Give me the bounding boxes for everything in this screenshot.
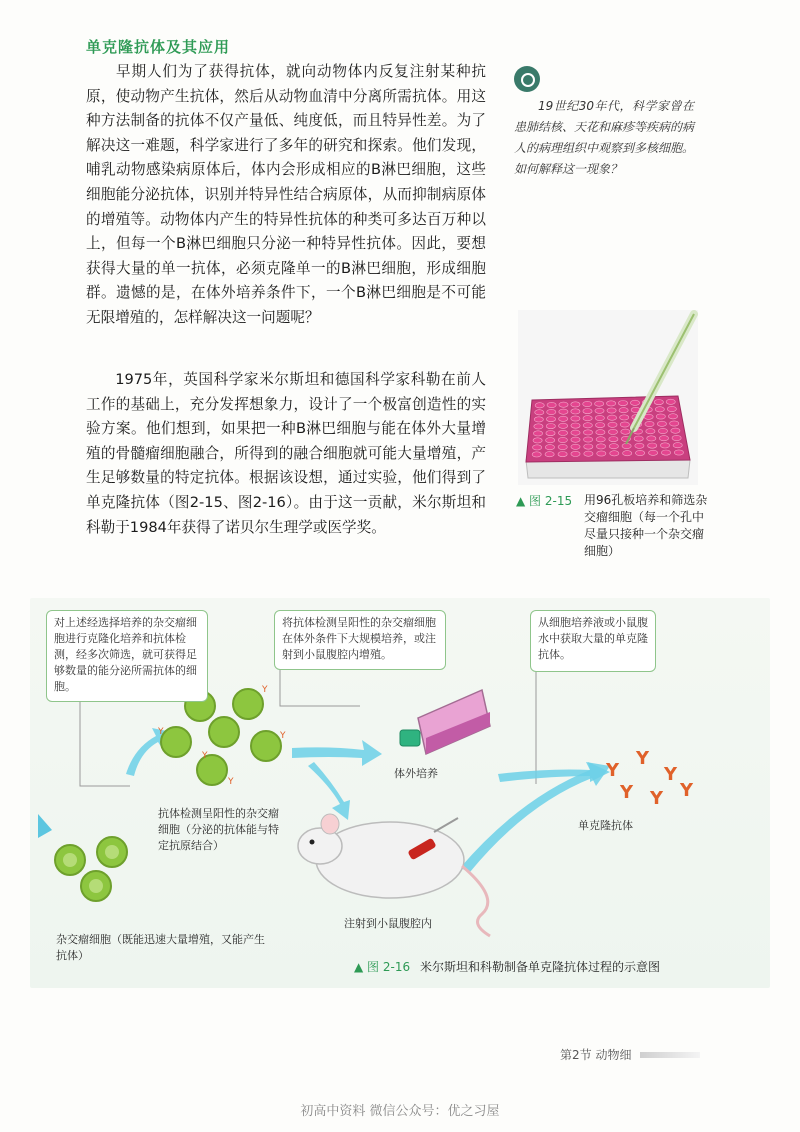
plate-well: [596, 423, 605, 428]
plate-well: [546, 417, 555, 422]
plate-well: [673, 443, 682, 448]
plate-well: [667, 406, 676, 411]
plate-well: [644, 414, 653, 419]
plate-well: [558, 430, 567, 435]
positive-cell: [209, 717, 239, 747]
plate-well: [559, 423, 568, 428]
antibody-glyph: Y: [650, 788, 664, 809]
plate-well: [609, 437, 618, 442]
plate-well: [571, 444, 580, 449]
plate-well: [533, 445, 542, 450]
plate-well: [583, 423, 592, 428]
plate-well: [559, 416, 568, 421]
plate-well: [610, 451, 619, 456]
plate-well: [546, 431, 555, 436]
antibody-glyph: Y: [606, 760, 620, 781]
plate-well: [597, 451, 606, 456]
antibody-glyph: Y: [620, 782, 634, 803]
plate-well: [660, 443, 669, 448]
plate-well: [535, 403, 544, 408]
monoclonal-antibodies: [605, 748, 694, 809]
plate-well: [620, 415, 629, 420]
plate-well: [583, 430, 592, 435]
footer-bar: [640, 1052, 700, 1058]
callout-cloning-screening: 对上述经选择培养的杂交瘤细胞进行克隆化培养和抗体检测，经多次筛选，就可获得足够数量的能分泌所需抗体的细胞。: [46, 610, 208, 702]
plate-well: [534, 424, 543, 429]
figure-2-16-number: ▲ 图 2-16: [354, 960, 411, 974]
antibody-marker: Y: [158, 727, 164, 737]
figure-2-16: [30, 598, 770, 988]
margin-note: [514, 96, 694, 180]
incoming-arrow: [38, 814, 52, 838]
plate-well: [671, 428, 680, 433]
antibody-marker: Y: [262, 685, 268, 695]
callout-large-scale-culture: 将抗体检测呈阳性的杂交瘤细胞在体外条件下大规模培养，或注射到小鼠腹腔内增殖。: [274, 610, 446, 670]
plate-well: [661, 450, 670, 455]
plate-well: [535, 410, 544, 415]
positive-cell: [251, 731, 281, 761]
plate-well: [649, 450, 658, 455]
antibody-marker: Y: [280, 731, 286, 741]
plate-well: [645, 421, 654, 426]
mouse-head: [298, 828, 342, 864]
figure-2-15-image: [518, 310, 698, 485]
plate-well: [583, 409, 592, 414]
antibody-glyph: Y: [664, 764, 678, 785]
syringe-plunger: [434, 818, 458, 832]
plate-well: [547, 409, 556, 414]
plate-well: [659, 436, 668, 441]
figure-2-15-number: ▲ 图 2-15: [516, 494, 573, 508]
plate-well: [558, 437, 567, 442]
paragraph-1: [86, 60, 486, 331]
paragraph-2-text: 1975年，英国科学家米尔斯坦和德国科学家科勒在前人工作的基础上，充分发挥想象力，设计了一个极富创造性的实验方案。他们想到，如果把一种B淋巴细胞与能在体外大量增殖的骨髓瘤细胞融合，所得到的融合细胞就可能大量增殖，产生足够数量的特定抗体。根据该设想，通过实验，他们得到了单克隆抗体（图2-15、图2-16）。由于这一贡献，米尔斯坦和科勒于1984年获得了诺贝尔生理学或医学奖。: [86, 371, 486, 536]
plate-well: [670, 421, 679, 426]
plate-well: [534, 417, 543, 422]
plate-well: [607, 415, 616, 420]
plate-well: [618, 401, 627, 406]
plate-well: [584, 451, 593, 456]
arrow-to-mouse: [308, 762, 350, 820]
plate-well: [623, 451, 632, 456]
arrow-from-culture: [498, 762, 610, 782]
antibody-marker: Y: [202, 751, 208, 761]
section-title: 单克隆抗体及其应用: [86, 38, 231, 56]
plate-well: [545, 452, 554, 457]
plate-well: [571, 409, 580, 414]
plate-well: [571, 451, 580, 456]
plate-well: [657, 421, 666, 426]
plate-well: [596, 437, 605, 442]
plate-well: [545, 445, 554, 450]
plate-well: [621, 429, 630, 434]
plate-well: [668, 414, 677, 419]
plate-well: [656, 414, 665, 419]
plate-well: [634, 436, 643, 441]
plate-well: [648, 443, 657, 448]
plate-well: [635, 443, 644, 448]
callout2-connector: [280, 670, 360, 706]
plate-well: [583, 401, 592, 406]
plate-well: [546, 424, 555, 429]
plate-well: [646, 429, 655, 434]
paragraph-1-text: 早期人们为了获得抗体，就向动物体内反复注射某种抗原，使动物产生抗体，然后从动物血清中分离所需抗体。用这种方法制备的抗体不仅产量低、纯度低，而且特异性差。为了解决这一难题，科学家进行了多年的研究和探索。他们发现，哺乳动物感染病原体后，体内会形成相应的B淋巴细胞，这些细胞能分泌抗体，识别并特异性结合病原体，从而抑制病原体的增殖等。动物体内产生的特异性抗体的种类可多达百万种以上，但每一个B淋巴细胞只分泌一种特异性抗体。因此，要想获得大量的单一抗体，必须克隆单一的B淋巴细胞，形成细胞群。遗憾的是，在体外培养条件下，一个B淋巴细胞是不可能无限增殖的，怎样解决这一问题呢？: [86, 63, 486, 326]
plate-well: [630, 400, 639, 405]
antibody-glyph: Y: [636, 748, 650, 769]
plate-well: [647, 436, 656, 441]
plate-well: [571, 416, 580, 421]
plate-well: [532, 452, 541, 457]
margin-note-text: 19世纪30年代，科学家曾在患肺结核、天花和麻疹等疾病的病人的病理组织中观察到多核细胞。如何解释这一现象？: [514, 99, 695, 176]
figure-2-16-caption: 米尔斯坦和科勒制备单克隆抗体过程的示意图: [420, 960, 661, 974]
plate-well: [559, 402, 568, 407]
plate-well: [607, 408, 616, 413]
label-positive-hybridoma: 抗体检测呈阳性的杂交瘤细胞（分泌的抗体能与特定抗原结合）: [158, 807, 279, 852]
plate-well: [584, 437, 593, 442]
plate-well: [558, 444, 567, 449]
plate-well: [596, 444, 605, 449]
callout-harvest-antibody: 从细胞培养液或小鼠腹水中获取大量的单克隆抗体。: [530, 610, 656, 672]
plate-well: [571, 437, 580, 442]
footer-section-title: 第2节 动物细: [560, 1048, 632, 1062]
plate-well: [533, 431, 542, 436]
plate-well: [595, 401, 604, 406]
96-well-plate-illustration: [518, 310, 698, 485]
plate-well: [546, 438, 555, 443]
callout1-connector: [80, 702, 130, 786]
plate-well: [583, 416, 592, 421]
plate-well: [559, 409, 568, 414]
discussion-icon: [514, 66, 540, 92]
plate-well: [584, 444, 593, 449]
plate-well: [608, 422, 617, 427]
plate-well: [619, 408, 628, 413]
mouse-eye: [310, 840, 315, 845]
arrow-from-mouse: [460, 762, 610, 872]
cell-nucleus: [105, 845, 119, 859]
label-monoclonal-antibody: 单克隆抗体: [578, 819, 633, 832]
antibody-marker: Y: [228, 777, 234, 787]
mouse-ear: [321, 814, 339, 834]
mouse-tail: [462, 866, 490, 936]
antibody-glyph: Y: [680, 780, 694, 801]
plate-well: [571, 402, 580, 407]
label-in-vitro-culture: 体外培养: [394, 767, 438, 780]
culture-flask: [400, 690, 490, 754]
plate-well: [620, 422, 629, 427]
plate-well: [533, 438, 542, 443]
positive-cell: [233, 689, 263, 719]
arrow-to-culture: [292, 740, 382, 766]
plate-well: [654, 400, 663, 405]
plate-base: [526, 460, 690, 478]
plate-well: [658, 428, 667, 433]
cell-nucleus: [89, 879, 103, 893]
label-hybridoma-cell: 杂交瘤细胞（既能迅速大量增殖，又能产生抗体）: [56, 933, 265, 962]
plate-well: [607, 401, 616, 406]
plate-well: [596, 430, 605, 435]
figure-2-15-caption: 用96孔板培养和筛选杂交瘤细胞（每一个孔中尽量只接种一个杂交瘤细胞）: [584, 493, 708, 558]
flask-cap: [400, 730, 420, 746]
plate-well: [608, 429, 617, 434]
plate-well: [609, 444, 618, 449]
plate-well: [595, 415, 604, 420]
positive-cell: [161, 727, 191, 757]
mouse-body: [316, 822, 464, 898]
plate-well: [571, 423, 580, 428]
cell-nucleus: [63, 853, 77, 867]
watermark: 初高中资料 微信公众号：优之习屋: [300, 1104, 500, 1119]
paragraph-2: [86, 368, 486, 540]
plate-well: [674, 450, 683, 455]
plate-well: [571, 430, 580, 435]
plate-well: [558, 452, 567, 457]
plate-well: [655, 407, 664, 412]
plate-well: [672, 435, 681, 440]
label-injection: 注射到小鼠腹腔内: [344, 917, 432, 930]
plate-well: [636, 450, 645, 455]
plate-well: [547, 402, 556, 407]
plate-well: [595, 408, 604, 413]
hybridoma-cells: [55, 837, 127, 901]
plate-well: [666, 399, 675, 404]
